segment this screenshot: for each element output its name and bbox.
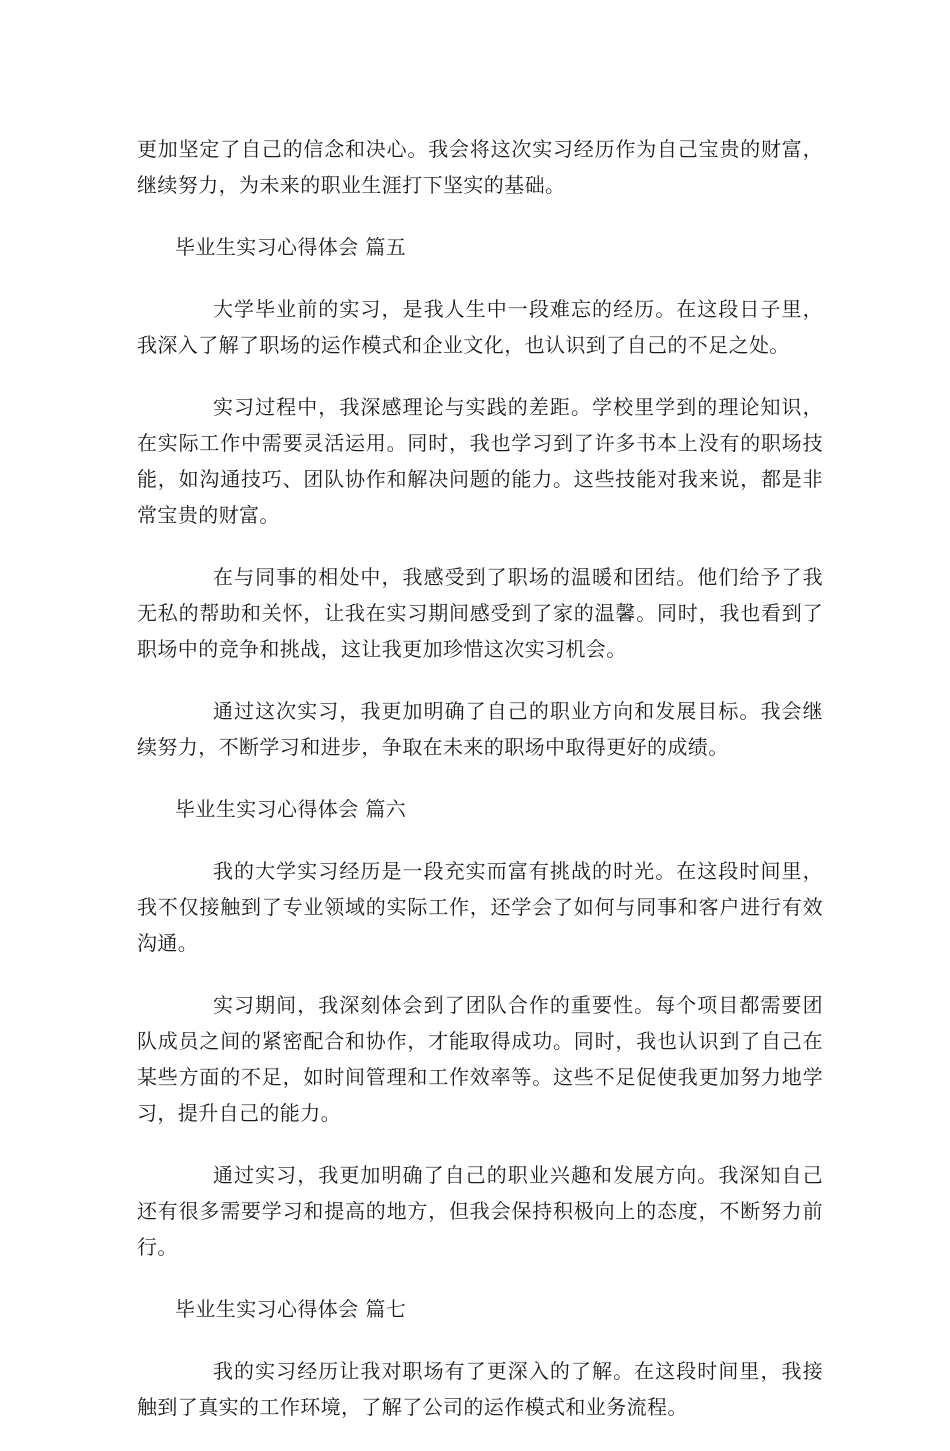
section-heading-6: 毕业生实习心得体会 篇六 [175, 797, 407, 821]
paragraph: 大学毕业前的实习，是我人生中一段难忘的经历。在这段日子里，我深入了解了职场的运作模式和企业文化，也认识到了自己的不足之处。 [137, 297, 823, 357]
section-heading-5: 毕业生实习心得体会 篇五 [175, 235, 407, 259]
paragraph: 实习期间，我深刻体会到了团队合作的重要性。每个项目都需要团队成员之间的紧密配合和协作，才能取得成功。同时，我也认识到了自己在某些方面的不足，如时间管理和工作效率等。这些不足促使我更加努力地学习，提升自己的能力。 [137, 993, 823, 1125]
paragraph: 通过这次实习，我更加明确了自己的职业方向和发展目标。我会继续努力，不断学习和进步，争取在未来的职场中取得更好的成绩。 [137, 699, 823, 759]
document-body [137, 131, 823, 1451]
paragraph: 在与同事的相处中，我感受到了职场的温暖和团结。他们给予了我无私的帮助和关怀，让我在实习期间感受到了家的温馨。同时，我也看到了职场中的竞争和挑战，这让我更加珍惜这次实习机会。 [137, 565, 823, 661]
paragraph: 我的实习经历让我对职场有了更深入的了解。在这段时间里，我接触到了真实的工作环境，了解了公司的运作模式和业务流程。 [137, 1359, 823, 1419]
paragraph: 实习过程中，我深感理论与实践的差距。学校里学到的理论知识，在实际工作中需要灵活运用。同时，我也学习到了许多书本上没有的职场技能，如沟通技巧、团队协作和解决问题的能力。这些技能对我来说，都是非常宝贵的财富。 [137, 395, 823, 527]
paragraph: 我的大学实习经历是一段充实而富有挑战的时光。在这段时间里，我不仅接触到了专业领域的实际工作，还学会了如何与同事和客户进行有效沟通。 [137, 859, 823, 955]
paragraph: 通过实习，我更加明确了自己的职业兴趣和发展方向。我深知自己还有很多需要学习和提高的地方，但我会保持积极向上的态度，不断努力前行。 [137, 1163, 823, 1259]
section-heading-7: 毕业生实习心得体会 篇七 [175, 1297, 407, 1321]
paragraph-continued: 更加坚定了自己的信念和决心。我会将这次实习经历作为自己宝贵的财富，继续努力，为未来的职业生涯打下坚实的基础。 [137, 137, 823, 197]
